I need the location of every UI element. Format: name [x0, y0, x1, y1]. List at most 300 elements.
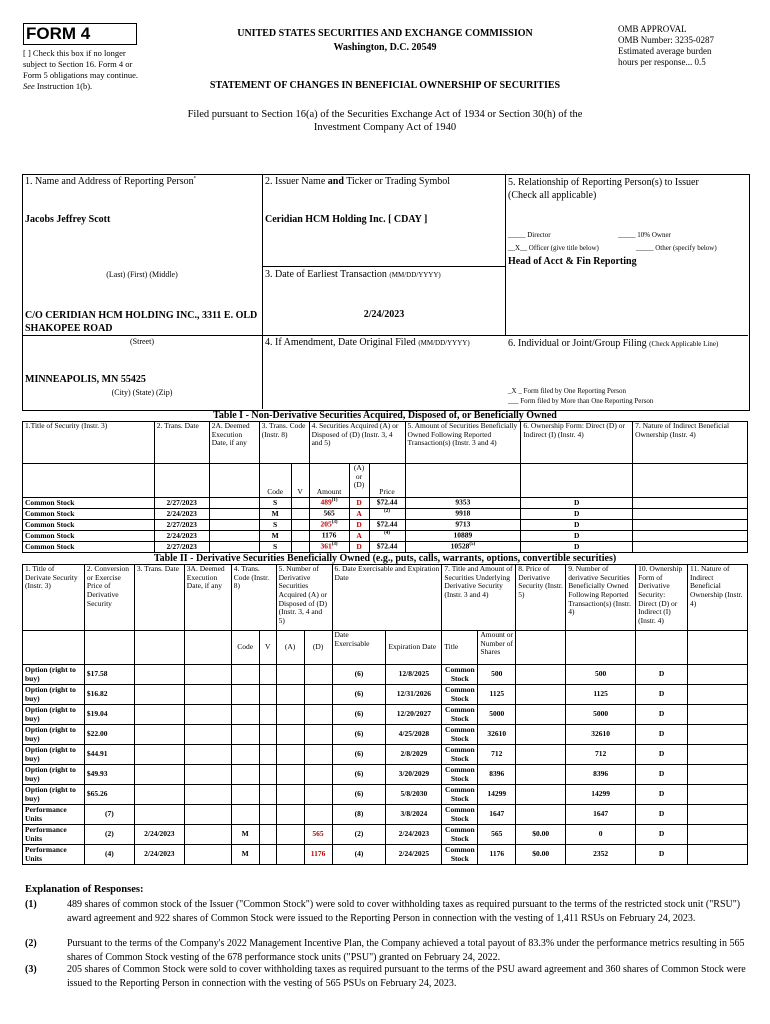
trans-v	[259, 725, 276, 745]
deemed-date	[209, 542, 259, 553]
t2-h-deemed: 3A. Deemed Execution Date, if any	[184, 565, 231, 631]
t2-sub-amount: Amount or Number of Shares	[478, 631, 516, 665]
ownership-form: D	[636, 765, 688, 785]
table1-row	[23, 542, 748, 553]
date-exercisable: (6)	[332, 705, 386, 725]
amount-value: 565	[323, 508, 335, 518]
t2-sub-a: (A)	[276, 631, 304, 665]
disposed-d	[304, 705, 332, 725]
table1-title: Table I - Non-Derivative Securities Acquired, Disposed of, or Beneficially Owned	[213, 410, 557, 421]
conversion-price: $19.04	[84, 705, 134, 725]
acquired-a	[276, 845, 304, 865]
derivative-title: Option (right to buy)	[23, 665, 85, 685]
trans-code: M	[231, 825, 259, 845]
trans-v	[259, 845, 276, 865]
nature-ownership	[688, 845, 748, 865]
nature-ownership	[688, 785, 748, 805]
footnote-ref: (3)	[331, 542, 338, 548]
derivative-price	[516, 805, 566, 825]
earliest-date: 2/24/2023	[363, 309, 405, 320]
footnote-ref: (2)	[384, 509, 390, 515]
name-hint: (Last) (First) (Middle)	[106, 270, 178, 279]
conversion-price: (2)	[84, 825, 134, 845]
owned-value: 9713	[455, 519, 471, 529]
t2-h-number: 5. Number of Derivative Securities Acquired (A) or Disposed of (D) (Instr. 3, 4 and 5)	[276, 565, 332, 631]
ownership-form: D	[636, 825, 688, 845]
amount-value: 361	[320, 541, 332, 551]
acquired-a	[276, 665, 304, 685]
deemed-date	[184, 705, 231, 725]
disposed-d	[304, 765, 332, 785]
conversion-price: $16.82	[84, 685, 134, 705]
t2-h-exercise: 6. Date Exercisable and Expiration Date	[332, 565, 442, 631]
ownership-form: D	[521, 520, 633, 531]
date-exercisable: (4)	[332, 845, 386, 865]
other-check[interactable]: _____ Other (specify below)	[636, 244, 717, 252]
underlying-amount: 565	[478, 825, 516, 845]
price-cell	[369, 509, 405, 520]
owned-cell	[405, 509, 521, 520]
derivative-price	[516, 685, 566, 705]
trans-code	[231, 685, 259, 705]
t2-h-date: 3. Trans. Date	[134, 565, 184, 631]
acquired-disposed: A	[349, 531, 369, 542]
date-exercisable: (8)	[332, 805, 386, 825]
trans-date: 2/27/2023	[154, 520, 209, 531]
t1-h-owned: 5. Amount of Securities Beneficially Owned Following Reported Transaction(s) (Instr. 3 and 4)	[405, 422, 521, 464]
t2-sub-v: V	[259, 631, 276, 665]
owned-value: 10889	[453, 530, 473, 540]
conversion-price: (4)	[84, 845, 134, 865]
t1-h-nature: 7. Nature of Indirect Beneficial Ownership (Instr. 4)	[633, 422, 748, 464]
price-value: $72.44	[376, 519, 398, 529]
nature-ownership	[633, 498, 748, 509]
expiration-date: 2/8/2029	[386, 745, 442, 765]
date-exercisable: (2)	[332, 825, 386, 845]
deemed-date	[184, 765, 231, 785]
box3-label: 3. Date of Earliest Transaction (MM/DD/YYYY)	[265, 269, 441, 280]
conversion-price: $44.91	[84, 745, 134, 765]
trans-code: M	[259, 509, 291, 520]
ownership-form: D	[521, 531, 633, 542]
nature-ownership	[633, 520, 748, 531]
expiration-date: 3/20/2029	[386, 765, 442, 785]
disposed-d: 565	[304, 825, 332, 845]
underlying-title: Common Stock	[442, 705, 478, 725]
t1-sub-code: Code	[259, 464, 291, 498]
underlying-amount: 32610	[478, 725, 516, 745]
trans-v	[259, 665, 276, 685]
t1-h-title: 1.Title of Security (Instr. 3)	[23, 422, 155, 464]
derivative-title: Option (right to buy)	[23, 745, 85, 765]
more-person-check[interactable]: ___ Form filed by More than One Reporting Person	[508, 397, 654, 405]
trans-code: S	[259, 498, 291, 509]
ownership-form: D	[636, 745, 688, 765]
trans-code	[231, 765, 259, 785]
trans-code: M	[259, 531, 291, 542]
trans-date: 2/24/2023	[154, 531, 209, 542]
derivative-owned: 1125	[566, 685, 636, 705]
derivative-owned: 8396	[566, 765, 636, 785]
price-cell	[369, 531, 405, 542]
form-title-box	[23, 23, 137, 45]
underlying-title: Common Stock	[442, 745, 478, 765]
derivative-owned: 14299	[566, 785, 636, 805]
nature-ownership	[688, 805, 748, 825]
derivative-price	[516, 745, 566, 765]
check-box-note: [ ] Check this box if no longer subject to Section 16. Form 4 or Form 5 obligations may continue. See Instruction 1(b).	[23, 48, 138, 91]
t1-sub-v: V	[291, 464, 309, 498]
derivative-owned: 0	[566, 825, 636, 845]
deemed-date	[184, 825, 231, 845]
acquired-a	[276, 685, 304, 705]
nature-ownership	[633, 509, 748, 520]
t2-sub-expiration: Expiration Date	[386, 631, 442, 665]
omb-burden: Estimated average burden	[618, 46, 712, 56]
conversion-price: $17.58	[84, 665, 134, 685]
t1-h-securities: 4. Securities Acquired (A) or Disposed of (D) (Instr. 3, 4 and 5)	[309, 422, 405, 464]
deemed-date	[184, 845, 231, 865]
deemed-date	[184, 665, 231, 685]
agency-city: Washington, D.C. 20549	[333, 42, 437, 53]
acquired-disposed: D	[349, 520, 369, 531]
trans-code: S	[259, 542, 291, 553]
deemed-date	[184, 805, 231, 825]
table1-row	[23, 531, 748, 542]
date-exercisable: (6)	[332, 745, 386, 765]
filed-pursuant-1: Filed pursuant to Section 16(a) of the Securities Exchange Act of 1934 or Section 30(h) of the	[187, 109, 583, 120]
t1-sub-ad: (A) or (D)	[349, 464, 369, 498]
underlying-title: Common Stock	[442, 685, 478, 705]
deemed-date	[209, 509, 259, 520]
acquired-disposed: A	[349, 509, 369, 520]
owned-value: 9918	[455, 508, 471, 518]
acquired-a	[276, 805, 304, 825]
trans-code	[231, 805, 259, 825]
derivative-title: Option (right to buy)	[23, 765, 85, 785]
table2-row	[23, 765, 748, 785]
derivative-owned: 712	[566, 745, 636, 765]
derivative-owned: 32610	[566, 725, 636, 745]
conversion-price: $65.26	[84, 785, 134, 805]
owned-cell	[405, 531, 521, 542]
nature-ownership	[688, 745, 748, 765]
officer-check[interactable]: __X__ Officer (give title below)	[508, 244, 599, 252]
filed-pursuant-2: Investment Company Act of 1940	[313, 122, 457, 133]
trans-date	[134, 725, 184, 745]
underlying-title: Common Stock	[442, 805, 478, 825]
amount-value: 489	[320, 497, 332, 507]
table1-row	[23, 498, 748, 509]
t2-h-nature: 11. Nature of Indirect Beneficial Ownership (Instr. 4)	[688, 565, 748, 631]
explanation-title: Explanation of Responses:	[25, 884, 144, 895]
expiration-date: 5/8/2030	[386, 785, 442, 805]
box6-label: 6. Individual or Joint/Group Filing (Check Applicable Line)	[508, 338, 719, 349]
acquired-a	[276, 705, 304, 725]
derivative-price	[516, 665, 566, 685]
footnote-ref: (4)	[384, 531, 390, 537]
director-check[interactable]: _____ Director	[508, 231, 551, 239]
trans-v	[291, 509, 309, 520]
trans-v	[259, 705, 276, 725]
underlying-title: Common Stock	[442, 725, 478, 745]
table1-row	[23, 509, 748, 520]
omb-number: OMB Number: 3235-0287	[618, 35, 714, 45]
security-title: Common Stock	[23, 498, 155, 509]
ownership-form: D	[521, 542, 633, 553]
trans-date	[134, 785, 184, 805]
underlying-amount: 1647	[478, 805, 516, 825]
footnote-ref: (5)	[469, 542, 476, 548]
disposed-d	[304, 745, 332, 765]
deemed-date	[184, 725, 231, 745]
t1-h-deemed: 2A. Deemed Execution Date, if any	[209, 422, 259, 464]
expiration-date: 2/24/2023	[386, 825, 442, 845]
t2-sub-title: Title	[442, 631, 478, 665]
underlying-amount: 500	[478, 665, 516, 685]
amount-value: 205	[320, 519, 332, 529]
owned-cell	[405, 542, 521, 553]
disposed-d	[304, 805, 332, 825]
table2-row	[23, 665, 748, 685]
expiration-date: 4/25/2028	[386, 725, 442, 745]
box4-label: 4. If Amendment, Date Original Filed (MM/DD/YYYY)	[265, 337, 470, 348]
underlying-amount: 5000	[478, 705, 516, 725]
underlying-title: Common Stock	[442, 665, 478, 685]
reporter-city: MINNEAPOLIS, MN 55425	[25, 374, 146, 385]
table2-row	[23, 725, 748, 745]
trans-date	[134, 805, 184, 825]
derivative-price	[516, 785, 566, 805]
omb-box	[618, 24, 748, 68]
disposed-d	[304, 785, 332, 805]
deemed-date	[209, 531, 259, 542]
owned-value: 9353	[455, 497, 471, 507]
trans-v	[259, 685, 276, 705]
ten-percent-check[interactable]: _____ 10% Owner	[618, 231, 671, 239]
t2-h-code: 4. Trans. Code (Instr. 8)	[231, 565, 276, 631]
acquired-a	[276, 745, 304, 765]
trans-code: S	[259, 520, 291, 531]
disposed-d: 1176	[304, 845, 332, 865]
nature-ownership	[688, 665, 748, 685]
derivative-price	[516, 705, 566, 725]
footnote-ref: (1)	[331, 498, 338, 504]
trans-v	[291, 531, 309, 542]
nature-ownership	[688, 825, 748, 845]
trans-code: M	[231, 845, 259, 865]
deemed-date	[184, 685, 231, 705]
owned-value: 10528	[450, 541, 470, 551]
table2-row	[23, 825, 748, 845]
table2-row	[23, 685, 748, 705]
price-cell	[369, 542, 405, 553]
trans-date	[134, 745, 184, 765]
form-title: FORM 4	[26, 24, 91, 43]
underlying-amount: 14299	[478, 785, 516, 805]
price-cell	[369, 498, 405, 509]
security-title: Common Stock	[23, 520, 155, 531]
issuer-name: Ceridian HCM Holding Inc. [ CDAY ]	[265, 214, 428, 225]
nature-ownership	[688, 685, 748, 705]
conversion-price: (7)	[84, 805, 134, 825]
trans-code	[231, 785, 259, 805]
date-exercisable: (6)	[332, 765, 386, 785]
ownership-form: D	[636, 725, 688, 745]
reporter-name: Jacobs Jeffrey Scott	[25, 214, 111, 225]
trans-date: 2/24/2023	[134, 825, 184, 845]
derivative-price: $0.00	[516, 845, 566, 865]
conversion-price: $22.00	[84, 725, 134, 745]
footnote-ref: (3)	[331, 520, 338, 526]
amount-cell	[309, 498, 349, 509]
ownership-form: D	[636, 805, 688, 825]
derivative-price	[516, 765, 566, 785]
disposed-d	[304, 725, 332, 745]
trans-v	[259, 745, 276, 765]
t2-sub-d: (D)	[304, 631, 332, 665]
t2-sub-exercisable: Date Exercisable	[332, 631, 386, 665]
derivative-title: Performance Units	[23, 845, 85, 865]
date-exercisable: (6)	[332, 725, 386, 745]
trans-date	[134, 765, 184, 785]
nature-ownership	[633, 531, 748, 542]
table2	[22, 564, 748, 865]
nature-ownership	[688, 725, 748, 745]
expiration-date: 2/24/2025	[386, 845, 442, 865]
amount-cell	[309, 509, 349, 520]
price-value: $72.44	[376, 541, 398, 551]
officer-title: Head of Acct & Fin Reporting	[508, 256, 637, 267]
owned-cell	[405, 520, 521, 531]
trans-date: 2/27/2023	[154, 542, 209, 553]
table2-row	[23, 745, 748, 765]
one-person-check[interactable]: _X _ Form filed by One Reporting Person	[508, 387, 627, 395]
underlying-amount: 712	[478, 745, 516, 765]
expiration-date: 12/20/2027	[386, 705, 442, 725]
nature-ownership	[688, 765, 748, 785]
trans-date: 2/27/2023	[154, 498, 209, 509]
ownership-form: D	[636, 665, 688, 685]
derivative-title: Performance Units	[23, 825, 85, 845]
acquired-a	[276, 765, 304, 785]
deemed-date	[184, 745, 231, 765]
trans-date	[134, 685, 184, 705]
date-exercisable: (6)	[332, 685, 386, 705]
t2-h-dprice: 8. Price of Derivative Security (Instr. 5)	[516, 565, 566, 631]
table2-row	[23, 705, 748, 725]
trans-v	[259, 765, 276, 785]
trans-code	[231, 725, 259, 745]
trans-code	[231, 745, 259, 765]
t2-h-underlying: 7. Title and Amount of Securities Underlying Derivative Security (Instr. 3 and 4)	[442, 565, 516, 631]
street-hint: (Street)	[130, 337, 154, 346]
expiration-date: 12/8/2025	[386, 665, 442, 685]
table2-row	[23, 805, 748, 825]
table1-row	[23, 520, 748, 531]
amount-cell	[309, 520, 349, 531]
underlying-title: Common Stock	[442, 845, 478, 865]
t2-h-form: 10. Ownership Form of Derivative Security: Direct (D) or Indirect (I) (Instr. 4)	[636, 565, 688, 631]
ownership-form: D	[521, 509, 633, 520]
underlying-title: Common Stock	[442, 785, 478, 805]
amount-cell	[309, 531, 349, 542]
deemed-date	[209, 498, 259, 509]
trans-v	[259, 785, 276, 805]
ownership-form: D	[636, 785, 688, 805]
derivative-title: Option (right to buy)	[23, 785, 85, 805]
underlying-title: Common Stock	[442, 825, 478, 845]
trans-date	[134, 705, 184, 725]
price-value: $72.44	[376, 497, 398, 507]
derivative-owned: 2352	[566, 845, 636, 865]
ownership-form: D	[636, 685, 688, 705]
trans-v	[259, 805, 276, 825]
derivative-title: Option (right to buy)	[23, 725, 85, 745]
derivative-title: Option (right to buy)	[23, 685, 85, 705]
box2-label: 2. Issuer Name and Ticker or Trading Symbol	[265, 176, 451, 187]
date-exercisable: (6)	[332, 665, 386, 685]
ownership-form: D	[636, 845, 688, 865]
t1-h-form: 6. Ownership Form: Direct (D) or Indirect (I) (Instr. 4)	[521, 422, 633, 464]
trans-v	[291, 520, 309, 531]
derivative-owned: 1647	[566, 805, 636, 825]
underlying-title: Common Stock	[442, 765, 478, 785]
amount-value: 1176	[321, 530, 337, 540]
expiration-date: 12/31/2026	[386, 685, 442, 705]
trans-v	[259, 825, 276, 845]
derivative-title: Performance Units	[23, 805, 85, 825]
underlying-amount: 1125	[478, 685, 516, 705]
statement-title: STATEMENT OF CHANGES IN BENEFICIAL OWNERSHIP OF SECURITIES	[209, 80, 561, 91]
t2-h-title: 1. Title of Derivate Security (Instr. 3)	[23, 565, 85, 631]
t1-sub-amount: Amount	[309, 464, 349, 498]
deemed-date	[184, 785, 231, 805]
disposed-d	[304, 685, 332, 705]
t1-h-date: 2. Trans. Date	[154, 422, 209, 464]
derivative-price	[516, 725, 566, 745]
underlying-amount: 8396	[478, 765, 516, 785]
trans-v	[291, 498, 309, 509]
t2-h-price: 2. Conversion or Exercise Price of Derivative Security	[84, 565, 134, 631]
trans-code	[231, 665, 259, 685]
derivative-owned: 500	[566, 665, 636, 685]
nature-ownership	[688, 705, 748, 725]
table2-title: Table II - Derivative Securities Beneficially Owned (e.g., puts, calls, warrants, options, convertible securities)	[153, 553, 617, 564]
price-cell	[369, 520, 405, 531]
box5-label: 5. Relationship of Reporting Person(s) to Issuer (Check all applicable)	[508, 177, 699, 201]
t2-sub-code: Code	[231, 631, 259, 665]
ownership-form: D	[521, 498, 633, 509]
disposed-d	[304, 665, 332, 685]
derivative-owned: 5000	[566, 705, 636, 725]
trans-date	[134, 665, 184, 685]
t2-h-owned: 9. Number of derivative Securities Beneficially Owned Following Reported Transaction(s) (Instr. 4)	[566, 565, 636, 631]
acquired-disposed: D	[349, 542, 369, 553]
date-exercisable: (6)	[332, 785, 386, 805]
trans-code	[231, 705, 259, 725]
nature-ownership	[633, 542, 748, 553]
acquired-a	[276, 825, 304, 845]
table2-row	[23, 785, 748, 805]
derivative-title: Option (right to buy)	[23, 705, 85, 725]
agency-name: UNITED STATES SECURITIES AND EXCHANGE COMMISSION	[237, 28, 533, 39]
t1-sub-price: Price	[369, 464, 405, 498]
security-title: Common Stock	[23, 509, 155, 520]
table2-row	[23, 845, 748, 865]
derivative-price: $0.00	[516, 825, 566, 845]
acquired-disposed: D	[349, 498, 369, 509]
